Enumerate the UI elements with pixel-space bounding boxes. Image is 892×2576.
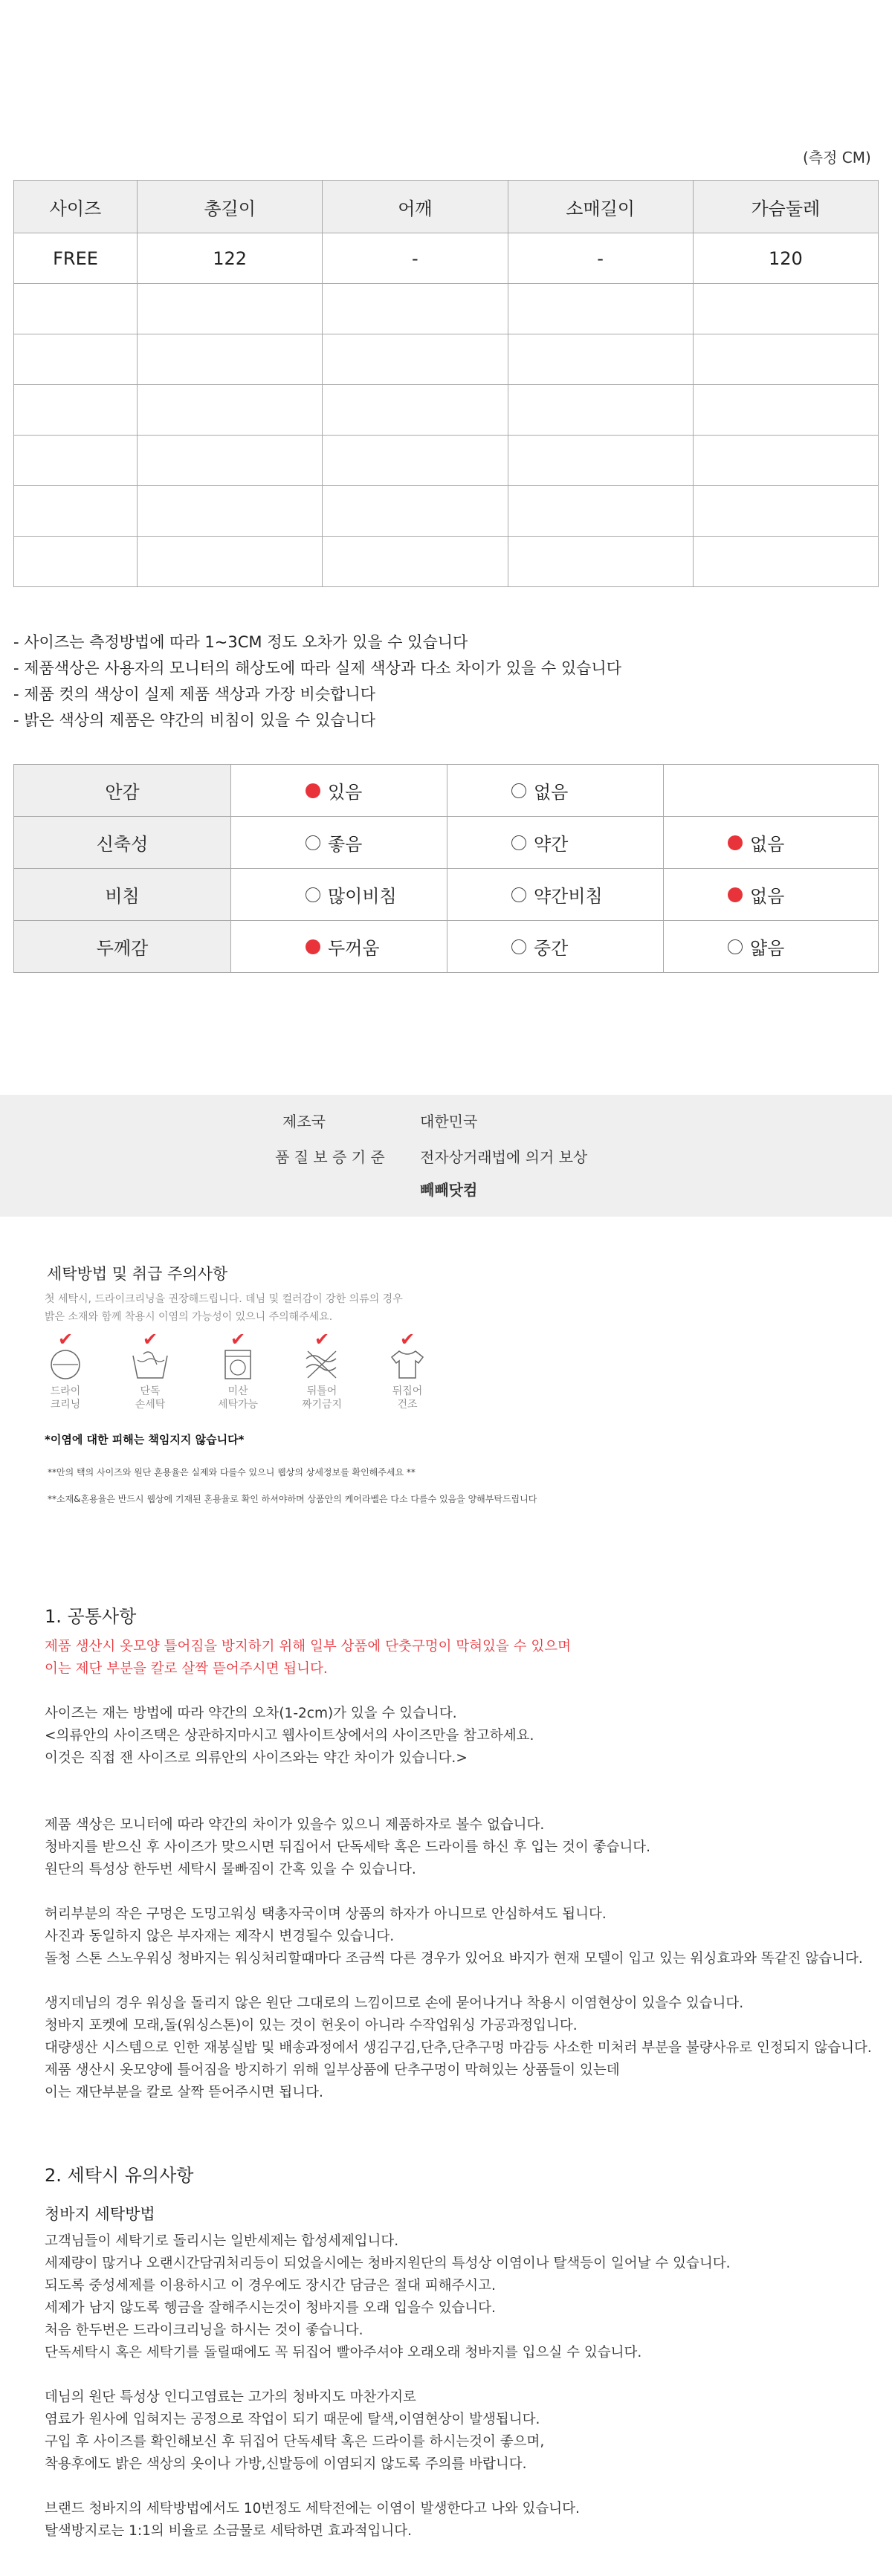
section1-paragraph bbox=[45, 1993, 872, 2104]
attribute-label: 비침 bbox=[14, 869, 231, 921]
section2-paragraph bbox=[45, 2498, 580, 2543]
size-header-shoulder: 어깨 bbox=[323, 181, 508, 233]
section1-heading: 1. 공통사항 bbox=[45, 1606, 137, 1627]
table-cell bbox=[693, 537, 878, 587]
size-header-chest: 가슴둘레 bbox=[693, 181, 878, 233]
section2-paragraph bbox=[45, 2386, 544, 2476]
table-cell bbox=[323, 436, 508, 486]
icon-label: 단독 bbox=[140, 1385, 161, 1397]
attribute-option-label: 없음 bbox=[534, 782, 569, 803]
attribute-option-label: 중간 bbox=[534, 938, 569, 959]
radio-selected-icon bbox=[306, 939, 320, 954]
table-cell bbox=[693, 486, 878, 537]
attribute-option-cell bbox=[664, 921, 879, 973]
radio-unselected-icon bbox=[511, 887, 526, 902]
table-cell bbox=[693, 284, 878, 334]
table-cell bbox=[508, 284, 693, 334]
text-line: 데님의 원단 특성상 인디고염료는 고가의 청바지도 마찬가지로 bbox=[45, 2389, 416, 2405]
no-wring-icon: ✔ 뒤틀어 짜기금지 bbox=[300, 1330, 344, 1412]
attribute-option-label: 많이비침 bbox=[328, 886, 397, 907]
attribute-row bbox=[14, 869, 879, 921]
table-cell bbox=[508, 334, 693, 385]
warranty-value: 전자상거래법에 의거 보상 bbox=[420, 1148, 588, 1166]
attribute-option bbox=[728, 933, 784, 959]
attribute-option bbox=[511, 829, 568, 855]
text-line: 원단의 특성상 한두번 세탁시 물빠짐이 간혹 있을 수 있습니다. bbox=[45, 1862, 416, 1877]
attribute-option bbox=[511, 933, 568, 959]
text-line: 청바지 포켓에 모래,돌(워싱스톤)이 있는 것이 헌옷이 아니라 수작업워싱 가공과정입니다. bbox=[45, 2018, 578, 2033]
icon-label: 손세탁 bbox=[135, 1399, 166, 1411]
text-line: 청바지를 받으신 후 사이즈가 맞으시면 뒤집어서 단독세탁 혹은 드라이를 하신 후 입는 것이 좋습니다. bbox=[45, 1839, 651, 1855]
fine-print-1: **안의 택의 사이즈와 원단 혼용율은 실제와 다를수 있으니 웹상의 상세정보를 확인해주세요 ** bbox=[48, 1467, 416, 1478]
table-cell: 120 bbox=[693, 233, 878, 284]
table-row bbox=[14, 385, 879, 436]
attribute-option-cell bbox=[231, 921, 447, 973]
table-cell bbox=[508, 537, 693, 587]
section2-subheading: 청바지 세탁방법 bbox=[45, 2205, 155, 2223]
attribute-option-cell bbox=[231, 765, 447, 817]
table-cell bbox=[138, 334, 323, 385]
attribute-option bbox=[306, 777, 362, 803]
note-line: - 제품 컷의 색상이 실제 제품 색상과 가장 비슷합니다 bbox=[13, 685, 375, 703]
table-cell bbox=[508, 385, 693, 436]
attribute-option-cell bbox=[447, 869, 664, 921]
text-line: 단독세탁시 혹은 세탁기를 돌릴때에도 꼭 뒤집어 빨아주셔야 오래오래 청바지를 입으실 수 있습니다. bbox=[45, 2345, 642, 2360]
care-title: 세탁방법 및 취급 주의사항 bbox=[47, 1265, 228, 1283]
text-line: 탈색방지로는 1:1의 비율로 소금물로 세탁하면 효과적입니다. bbox=[45, 2523, 412, 2539]
hand-wash-icon: ✔ 단독 손세탁 bbox=[128, 1330, 172, 1412]
text-line: <의류안의 사이즈택은 상관하지마시고 웹사이트상에서의 사이즈만을 참고하세요. bbox=[45, 1728, 534, 1744]
radio-unselected-icon bbox=[306, 835, 320, 850]
table-cell bbox=[693, 385, 878, 436]
attribute-table bbox=[13, 764, 879, 973]
table-cell: 122 bbox=[138, 233, 323, 284]
text-line: 세제가 남지 않도록 헹금을 잘해주시는것이 청바지를 오래 입을수 있습니다. bbox=[45, 2300, 496, 2316]
radio-selected-icon bbox=[728, 835, 743, 850]
origin-label: 제조국 bbox=[282, 1113, 326, 1130]
attribute-option-cell bbox=[447, 817, 664, 869]
attribute-option bbox=[306, 933, 380, 959]
attribute-label: 신축성 bbox=[14, 817, 231, 869]
attribute-option-cell bbox=[231, 869, 447, 921]
attribute-option bbox=[306, 881, 397, 907]
table-cell bbox=[693, 334, 878, 385]
table-row bbox=[14, 334, 879, 385]
table-cell bbox=[138, 436, 323, 486]
inside-out-dry-icon: ✔ 뒤집어 건조 bbox=[385, 1330, 430, 1412]
radio-unselected-icon bbox=[511, 783, 526, 798]
table-cell bbox=[323, 537, 508, 587]
icon-label: 크리닝 bbox=[50, 1399, 81, 1411]
table-cell: - bbox=[323, 233, 508, 284]
size-table-header-row bbox=[14, 181, 879, 233]
attribute-row bbox=[14, 921, 879, 973]
table-cell bbox=[14, 385, 138, 436]
care-desc-line: 밝은 소재와 함께 착용시 이염의 가능성이 있으니 주의해주세요. bbox=[45, 1311, 333, 1323]
table-cell bbox=[138, 486, 323, 537]
table-cell: - bbox=[508, 233, 693, 284]
attribute-option bbox=[728, 881, 784, 907]
text-line: 대량생산 시스템으로 인한 재봉실밥 및 배송과정에서 생김구김,단추,단추구멍 마감등 사소한 미처러 부분을 불량사유로 인정되지 않습니다. bbox=[45, 2040, 872, 2056]
attribute-option-cell bbox=[664, 817, 879, 869]
measure-unit-label: (측정 CM) bbox=[803, 149, 871, 166]
attribute-option-cell bbox=[664, 765, 879, 817]
icon-label: 세탁가능 bbox=[217, 1399, 259, 1411]
attribute-option-cell bbox=[447, 765, 664, 817]
section2-heading: 2. 세탁시 유의사항 bbox=[45, 2165, 194, 2186]
table-cell: FREE bbox=[14, 233, 138, 284]
attribute-option-label: 약간 bbox=[534, 834, 569, 855]
section1-paragraph bbox=[45, 1814, 650, 1881]
dry-clean-icon: ✔ 드라이 크리닝 bbox=[43, 1330, 88, 1412]
section1-paragraph bbox=[45, 1703, 534, 1770]
section1-red-line: 이는 제단 부분을 칼로 살짝 뜯어주시면 됩니다. bbox=[45, 1661, 328, 1677]
size-header-size: 사이즈 bbox=[14, 181, 138, 233]
table-cell bbox=[138, 284, 323, 334]
size-header-sleeve: 소매길이 bbox=[508, 181, 693, 233]
table-cell bbox=[508, 436, 693, 486]
icon-label: 뒤틀어 bbox=[306, 1385, 337, 1397]
origin-value: 대한민국 bbox=[420, 1113, 478, 1130]
note-line: - 사이즈는 측정방법에 따라 1~3CM 정도 오차가 있을 수 있습니다 bbox=[13, 633, 468, 651]
attribute-option-label: 좋음 bbox=[328, 834, 363, 855]
text-line: 제품 색상은 모니터에 따라 약간의 차이가 있을수 있으니 제품하자로 볼수 없습니다. bbox=[45, 1817, 545, 1833]
size-header-length: 총길이 bbox=[138, 181, 323, 233]
brand-name: 빼빼닷컴 bbox=[420, 1181, 478, 1199]
attribute-option-label: 약간비침 bbox=[534, 886, 603, 907]
text-line: 고객님들이 세탁기로 돌리시는 일반세제는 합성세제입니다. bbox=[45, 2233, 399, 2249]
attribute-option-label: 있음 bbox=[328, 782, 363, 803]
attribute-option-cell bbox=[447, 921, 664, 973]
text-line: 브랜드 청바지의 세탁방법에서도 10번정도 세탁전에는 이염이 발생한다고 나와 있습니다. bbox=[45, 2501, 580, 2517]
radio-unselected-icon bbox=[511, 939, 526, 954]
attribute-option-label: 없음 bbox=[750, 886, 785, 907]
attribute-label: 두께감 bbox=[14, 921, 231, 973]
table-cell bbox=[14, 486, 138, 537]
radio-unselected-icon bbox=[728, 939, 743, 954]
text-line: 사이즈는 재는 방법에 따라 약간의 오차(1-2cm)가 있을 수 있습니다. bbox=[45, 1706, 457, 1721]
table-row bbox=[14, 537, 879, 587]
table-cell bbox=[14, 537, 138, 587]
radio-unselected-icon bbox=[306, 887, 320, 902]
table-cell bbox=[138, 537, 323, 587]
dye-warning: *이염에 대한 피해는 책임지지 않습니다* bbox=[45, 1433, 245, 1446]
table-row bbox=[14, 284, 879, 334]
table-cell bbox=[14, 284, 138, 334]
warranty-label: 품 질 보 증 기 준 bbox=[275, 1148, 385, 1166]
attribute-option bbox=[728, 829, 784, 855]
attribute-option-label: 얇음 bbox=[750, 938, 785, 959]
washing-machine-icon: ✔ 미산 세탁가능 bbox=[216, 1330, 260, 1412]
text-line: 구입 후 사이즈를 확인해보신 후 뒤집어 단독세탁 혹은 드라이를 하시는것이 좋으며, bbox=[45, 2434, 545, 2450]
text-line: 생지데님의 경우 워싱을 돌리지 않은 원단 그대로의 느낌이므로 손에 묻어나거나 착용시 이염현상이 있을수 있습니다. bbox=[45, 1996, 744, 2011]
text-line: 이는 재단부분을 칼로 살짝 뜯어주시면 됩니다. bbox=[45, 2085, 323, 2100]
attribute-option bbox=[306, 829, 362, 855]
table-cell bbox=[323, 385, 508, 436]
table-cell bbox=[323, 334, 508, 385]
section1-red-line: 제품 생산시 옷모양 틀어짐을 방지하기 위해 일부 상품에 단춧구멍이 막혀있을 수 있으며 bbox=[45, 1639, 572, 1654]
note-line: - 밝은 색상의 제품은 약간의 비침이 있을 수 있습니다 bbox=[13, 711, 375, 729]
text-line: 처음 한두번은 드라이크리닝을 하시는 것이 좋습니다. bbox=[45, 2323, 363, 2338]
icon-label: 건조 bbox=[397, 1399, 418, 1411]
attribute-label: 안감 bbox=[14, 765, 231, 817]
text-line: 세제량이 많거나 오랜시간담궈처리등이 되었을시에는 청바지원단의 특성상 이염이나 탈색등이 일어날 수 있습니다. bbox=[45, 2256, 731, 2271]
table-cell bbox=[508, 486, 693, 537]
attribute-option-cell bbox=[231, 817, 447, 869]
table-cell bbox=[323, 486, 508, 537]
text-line: 돌청 스톤 스노우워싱 청바지는 워싱처리할때마다 조금씩 다른 경우가 있어요 바지가 현재 모델이 입고 있는 워싱효과와 똑같진 않습니다. bbox=[45, 1951, 863, 1967]
text-line: 착용후에도 밝은 색상의 옷이나 가방,신발등에 이염되지 않도록 주의를 바랍니다. bbox=[45, 2456, 527, 2472]
section2-paragraph bbox=[45, 2230, 731, 2364]
attribute-option-cell bbox=[664, 869, 879, 921]
icon-label: 미산 bbox=[227, 1385, 248, 1397]
radio-selected-icon bbox=[306, 783, 320, 798]
table-cell bbox=[14, 334, 138, 385]
table-cell bbox=[693, 436, 878, 486]
text-line: 사진과 동일하지 않은 부자재는 제작시 변경될수 있습니다. bbox=[45, 1929, 395, 1944]
table-cell bbox=[138, 385, 323, 436]
care-desc-line: 첫 세탁시, 드라이크리닝을 권장해드립니다. 데님 및 컬러감이 강한 의류의 경우 bbox=[45, 1293, 403, 1305]
fine-print-2: **소재&혼용율은 반드시 웹상에 기재된 혼용율로 확인 하셔야하며 상품안의 케어라벨은 다소 다를수 있음을 양해부탁드립니다 bbox=[48, 1494, 537, 1504]
table-row bbox=[14, 233, 879, 284]
section1-paragraph bbox=[45, 1903, 863, 1970]
icon-label: 뒤집어 bbox=[392, 1385, 423, 1397]
table-cell bbox=[14, 436, 138, 486]
text-line: 이것은 직접 잰 사이즈로 의류안의 사이즈와는 약간 차이가 있습니다.> bbox=[45, 1750, 468, 1766]
attribute-row bbox=[14, 817, 879, 869]
text-line: 제품 생산시 옷모양에 틀어짐을 방지하기 위해 일부상품에 단추구멍이 막혀있는 상품들이 있는데 bbox=[45, 2062, 620, 2078]
text-line: 되도록 중성세제를 이용하시고 이 경우에도 장시간 담금은 절대 피해주시고. bbox=[45, 2278, 496, 2294]
table-row bbox=[14, 486, 879, 537]
attribute-row bbox=[14, 765, 879, 817]
attribute-option-label: 두꺼움 bbox=[328, 938, 380, 959]
attribute-option-label: 없음 bbox=[750, 834, 785, 855]
text-line: 허리부분의 작은 구멍은 도밍고워싱 택총자국이며 상품의 하자가 아니므로 안심하셔도 됩니다. bbox=[45, 1906, 607, 1922]
size-table bbox=[13, 180, 879, 587]
attribute-option bbox=[511, 777, 568, 803]
text-line: 염료가 원사에 입혀지는 공정으로 작업이 되기 때문에 탈색,이염현상이 발생됩니다. bbox=[45, 2412, 540, 2427]
icon-label: 드라이 bbox=[50, 1385, 81, 1397]
product-info-band bbox=[0, 1095, 892, 1217]
attribute-option bbox=[511, 881, 603, 907]
note-line: - 제품색상은 사용자의 모니터의 해상도에 따라 실제 색상과 다소 차이가 있을 수 있습니다 bbox=[13, 659, 621, 677]
size-notes bbox=[13, 630, 621, 734]
icon-label: 짜기금지 bbox=[301, 1399, 343, 1411]
table-cell bbox=[323, 284, 508, 334]
radio-selected-icon bbox=[728, 887, 743, 902]
care-description bbox=[45, 1290, 403, 1326]
table-row bbox=[14, 436, 879, 486]
radio-unselected-icon bbox=[511, 835, 526, 850]
